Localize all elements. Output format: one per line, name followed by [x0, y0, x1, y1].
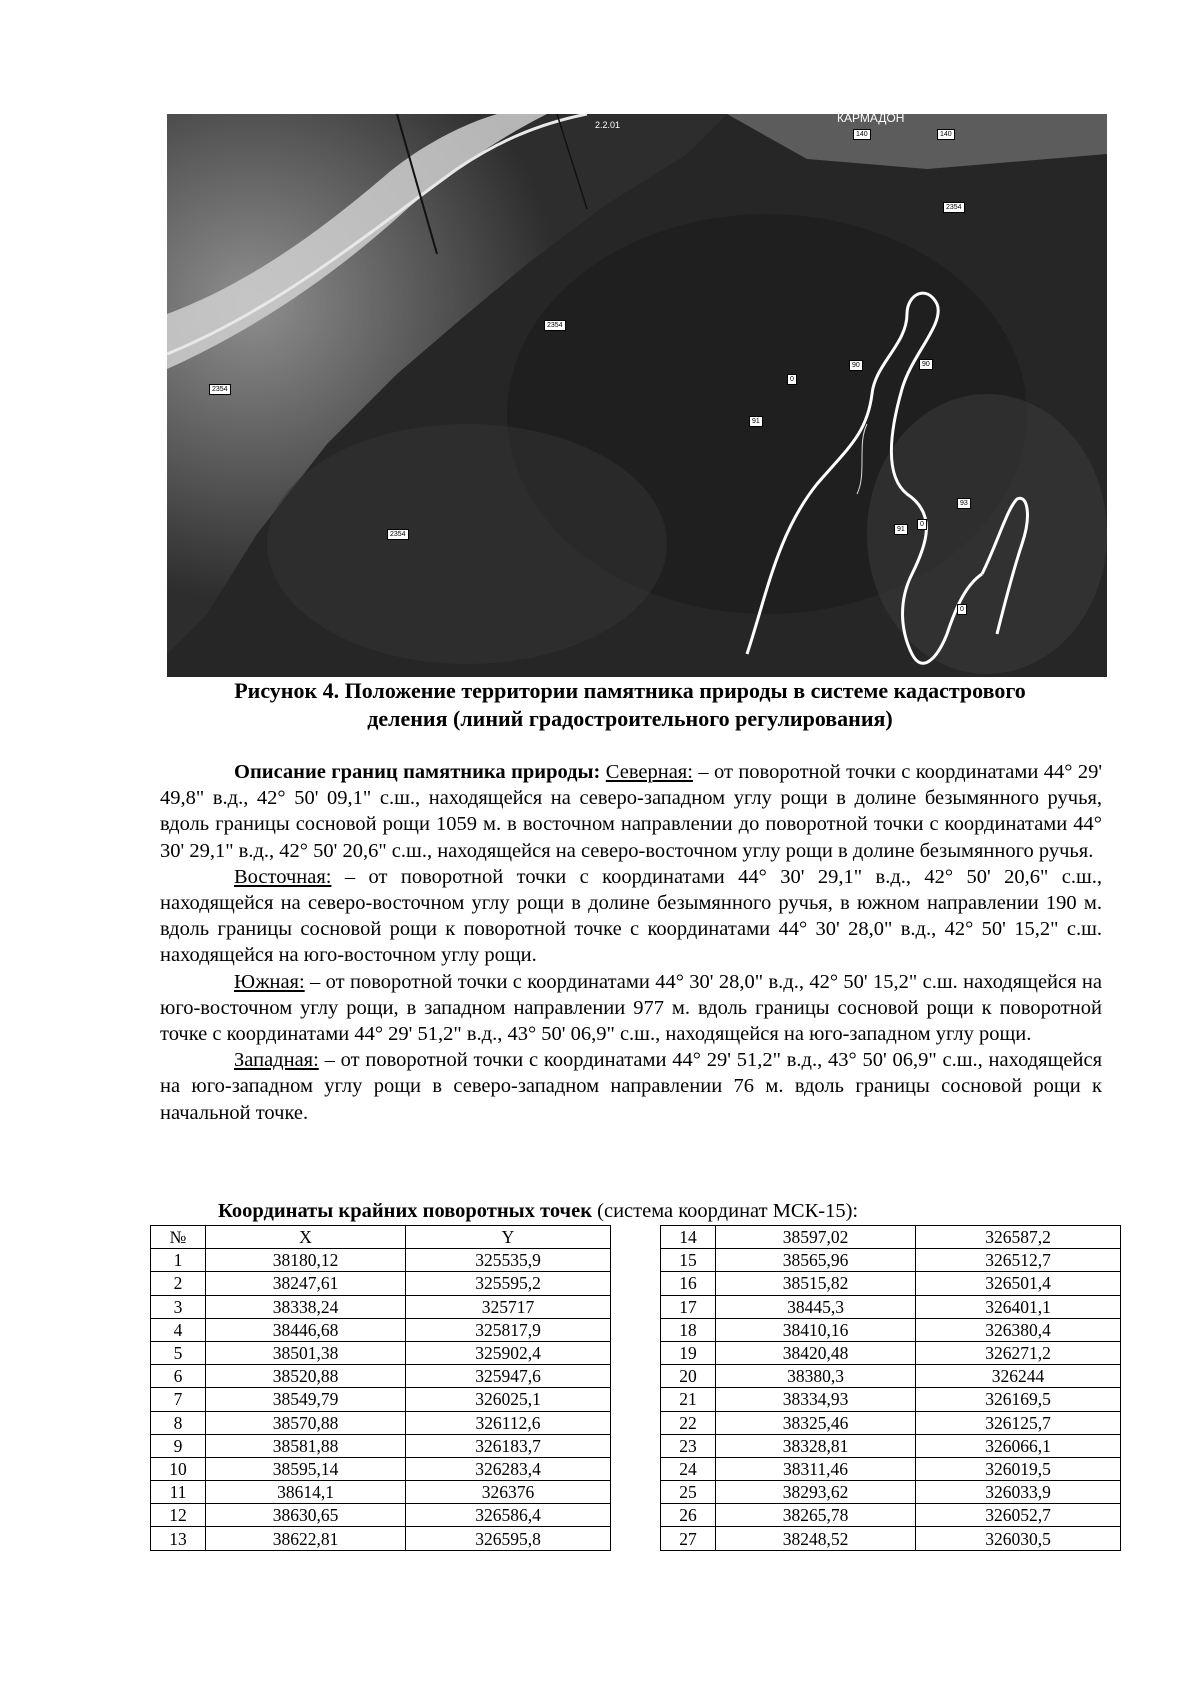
- cell-number: 4: [151, 1318, 206, 1341]
- table-row: [661, 1388, 1121, 1411]
- cell-x: 38334,93: [716, 1388, 916, 1411]
- table-row: [151, 1249, 611, 1272]
- cell-y: 326052,7: [916, 1504, 1121, 1527]
- south-text: – от поворотной точки с координатами 44° 30' 28,0" в.д., 42° 50' 15,2" с.ш. находящейся на юго-восточном углу рощи, в западном направлении 977 м. вдоль границы сосновой рощи к поворотной точке с координатами 44° 29' 51,2" в.д., 43° 50' 06,9" с.ш., находящейся на юго-западном углу рощи.: [160, 970, 1102, 1046]
- plot-number-label: 2354: [943, 202, 965, 213]
- plot-number-label: 91: [749, 416, 763, 427]
- plot-number-label: 90: [849, 360, 863, 371]
- coordinates-title-system: (система координат МСК-15):: [592, 1200, 859, 1222]
- coordinates-table-left: [150, 1225, 611, 1551]
- west-text: – от поворотной точки с координатами 44° 29' 51,2" в.д., 43° 50' 06,9" с.ш., находящейся на юго-западном углу рощи в северо-западном направлении 76 м. вдоль границы сосновой рощи к начальной точке.: [160, 1049, 1102, 1124]
- north-text: – от поворотной точки с координатами 44° 29' 49,8" в.д., 42° 50' 09,1" с.ш., находящейся на северо-западном углу рощи в долине безымянного ручья, вдоль границы сосновой рощи 1059 м. в восточном направлении до поворотной точки с координатами 44° 30' 29,1" в.д., 42° 50' 20,6" с.ш., находящейся на северо-восточном углу рощи в долине безымянного ручья.: [160, 761, 1103, 862]
- aerial-map: [167, 114, 1107, 677]
- cell-y: 326380,4: [916, 1318, 1121, 1341]
- cell-number: 19: [661, 1341, 716, 1364]
- cell-x: 38420,48: [716, 1341, 916, 1364]
- cell-number: 16: [661, 1272, 716, 1295]
- cell-number: 1: [151, 1249, 206, 1272]
- cell-number: 3: [151, 1295, 206, 1318]
- table-row: [151, 1341, 611, 1364]
- village-label: КАРМАДОН: [837, 114, 905, 125]
- table-row: [661, 1481, 1121, 1504]
- cell-x: 38328,81: [716, 1434, 916, 1457]
- cell-number: 8: [151, 1411, 206, 1434]
- cell-x: 38248,52: [716, 1527, 916, 1550]
- table-row: [151, 1481, 611, 1504]
- cell-y: 326586,4: [406, 1504, 611, 1527]
- cell-y: 326244: [916, 1365, 1121, 1388]
- plot-number-label: 0: [957, 604, 967, 615]
- cell-x: 38446,68: [206, 1318, 406, 1341]
- plot-number-label: 91: [894, 524, 908, 535]
- plot-number-label: 140: [937, 129, 955, 140]
- cell-number: 27: [661, 1527, 716, 1550]
- table-row: [151, 1295, 611, 1318]
- table-row: [151, 1272, 611, 1295]
- cell-x: 38565,96: [716, 1249, 916, 1272]
- cell-y: 326587,2: [916, 1226, 1121, 1249]
- cell-y: 325902,4: [406, 1341, 611, 1364]
- cell-y: 326501,4: [916, 1272, 1121, 1295]
- east-text: – от поворотной точки с координатами 44° 30' 29,1" в.д., 42° 50' 20,6" с.ш., находящейся на северо-восточном углу рощи в долине безымянного ручья, в южном направлении 190 м. вдоль границы сосновой рощи к поворотной точке с координатами 44° 30' 28,0" в.д., 42° 50' 15,2" с.ш. находящейся на юго-восточном углу рощи.: [160, 865, 1102, 967]
- cell-y: 325535,9: [406, 1249, 611, 1272]
- plot-number-label: 93: [957, 498, 971, 509]
- cell-y: 326019,5: [916, 1457, 1121, 1480]
- table-row: [151, 1388, 611, 1411]
- cell-number: 2: [151, 1272, 206, 1295]
- header-y: Y: [406, 1226, 611, 1249]
- cell-y: 326025,1: [406, 1388, 611, 1411]
- cell-number: 17: [661, 1295, 716, 1318]
- table-row: [661, 1527, 1121, 1550]
- cell-x: 38247,61: [206, 1272, 406, 1295]
- cell-number: 7: [151, 1388, 206, 1411]
- cell-x: 38410,16: [716, 1318, 916, 1341]
- table-row: [661, 1434, 1121, 1457]
- header-x: X: [206, 1226, 406, 1249]
- caption-line-1: Рисунок 4. Положение территории памятника природы в системе кадастрового: [234, 678, 1026, 703]
- boundary-description: [160, 759, 1102, 1126]
- plot-number-label: 2354: [209, 384, 231, 395]
- cell-y: 326283,4: [406, 1457, 611, 1480]
- cell-y: 326271,2: [916, 1341, 1121, 1364]
- table-row: [151, 1318, 611, 1341]
- cell-y: 326183,7: [406, 1434, 611, 1457]
- cell-x: 38630,65: [206, 1504, 406, 1527]
- cell-y: 326169,5: [916, 1388, 1121, 1411]
- cell-y: 325717: [406, 1295, 611, 1318]
- west-label: Западная:: [234, 1049, 319, 1072]
- table-row: [151, 1504, 611, 1527]
- cell-x: 38265,78: [716, 1504, 916, 1527]
- cell-x: 38549,79: [206, 1388, 406, 1411]
- coordinates-title: [218, 1199, 858, 1223]
- south-label: Южная:: [234, 970, 305, 993]
- cell-y: 326376: [406, 1481, 611, 1504]
- cell-number: 6: [151, 1365, 206, 1388]
- cell-number: 13: [151, 1527, 206, 1550]
- table-body-right: [661, 1226, 1121, 1551]
- south-paragraph: [160, 969, 1102, 1048]
- cell-number: 24: [661, 1457, 716, 1480]
- cell-x: 38180,12: [206, 1249, 406, 1272]
- header-number: №: [151, 1226, 206, 1249]
- cell-x: 38311,46: [716, 1457, 916, 1480]
- east-paragraph: [160, 864, 1102, 969]
- cell-x: 38597,02: [716, 1226, 916, 1249]
- cell-x: 38338,24: [206, 1295, 406, 1318]
- map-imagery: [167, 114, 1107, 677]
- table-row: [661, 1341, 1121, 1364]
- table-row: [151, 1434, 611, 1457]
- cell-y: 326512,7: [916, 1249, 1121, 1272]
- cell-x: 38515,82: [716, 1272, 916, 1295]
- table-row: [661, 1226, 1121, 1249]
- table-row: [151, 1527, 611, 1550]
- cell-number: 12: [151, 1504, 206, 1527]
- table-header-row: [151, 1226, 611, 1249]
- cell-y: 326112,6: [406, 1411, 611, 1434]
- cell-y: 325947,6: [406, 1365, 611, 1388]
- cell-x: 38520,88: [206, 1365, 406, 1388]
- cell-y: 325595,2: [406, 1272, 611, 1295]
- table-row: [661, 1504, 1121, 1527]
- cell-number: 21: [661, 1388, 716, 1411]
- cell-x: 38501,38: [206, 1341, 406, 1364]
- cell-number: 10: [151, 1457, 206, 1480]
- cell-x: 38445,3: [716, 1295, 916, 1318]
- cell-number: 9: [151, 1434, 206, 1457]
- plot-number-label: 2354: [387, 529, 409, 540]
- east-label: Восточная:: [234, 865, 332, 888]
- cell-x: 38293,62: [716, 1481, 916, 1504]
- cell-y: 326595,8: [406, 1527, 611, 1550]
- cell-x: 38570,88: [206, 1411, 406, 1434]
- cell-y: 326401,1: [916, 1295, 1121, 1318]
- cell-number: 26: [661, 1504, 716, 1527]
- coordinates-table-right: [660, 1225, 1121, 1551]
- cell-y: 326125,7: [916, 1411, 1121, 1434]
- table-row: [151, 1365, 611, 1388]
- cell-number: 5: [151, 1341, 206, 1364]
- plot-number-label: 2354: [544, 320, 566, 331]
- table-body-left: [151, 1249, 611, 1550]
- caption-line-2: деления (линий градостроительного регулирования): [367, 706, 893, 731]
- road-label: 2.2.01: [595, 120, 621, 130]
- table-row: [151, 1411, 611, 1434]
- cell-number: 18: [661, 1318, 716, 1341]
- cell-x: 38595,14: [206, 1457, 406, 1480]
- north-paragraph: [160, 759, 1102, 864]
- table-row: [661, 1411, 1121, 1434]
- description-heading: Описание границ памятника природы:: [234, 761, 601, 783]
- table-row: [661, 1249, 1121, 1272]
- plot-number-label: 90: [919, 359, 933, 370]
- cell-y: 326033,9: [916, 1481, 1121, 1504]
- cell-number: 22: [661, 1411, 716, 1434]
- plot-number-label: 140: [853, 129, 871, 140]
- west-paragraph: [160, 1047, 1102, 1126]
- table-row: [661, 1272, 1121, 1295]
- cell-number: 23: [661, 1434, 716, 1457]
- cell-x: 38581,88: [206, 1434, 406, 1457]
- plot-number-label: 0: [917, 519, 927, 530]
- table-row: [151, 1457, 611, 1480]
- table-row: [661, 1318, 1121, 1341]
- plot-number-label: 0: [787, 374, 797, 385]
- cell-number: 20: [661, 1365, 716, 1388]
- table-row: [661, 1365, 1121, 1388]
- cell-x: 38325,46: [716, 1411, 916, 1434]
- cell-x: 38622,81: [206, 1527, 406, 1550]
- table-row: [661, 1457, 1121, 1480]
- table-row: [661, 1295, 1121, 1318]
- cell-number: 14: [661, 1226, 716, 1249]
- north-label: Северная:: [605, 761, 693, 783]
- cell-x: 38614,1: [206, 1481, 406, 1504]
- cell-x: 38380,3: [716, 1365, 916, 1388]
- figure-caption: [160, 677, 1100, 733]
- cell-number: 15: [661, 1249, 716, 1272]
- cell-number: 11: [151, 1481, 206, 1504]
- cell-y: 325817,9: [406, 1318, 611, 1341]
- cell-y: 326030,5: [916, 1527, 1121, 1550]
- cell-y: 326066,1: [916, 1434, 1121, 1457]
- coordinates-title-bold: Координаты крайних поворотных точек: [218, 1200, 593, 1222]
- cell-number: 25: [661, 1481, 716, 1504]
